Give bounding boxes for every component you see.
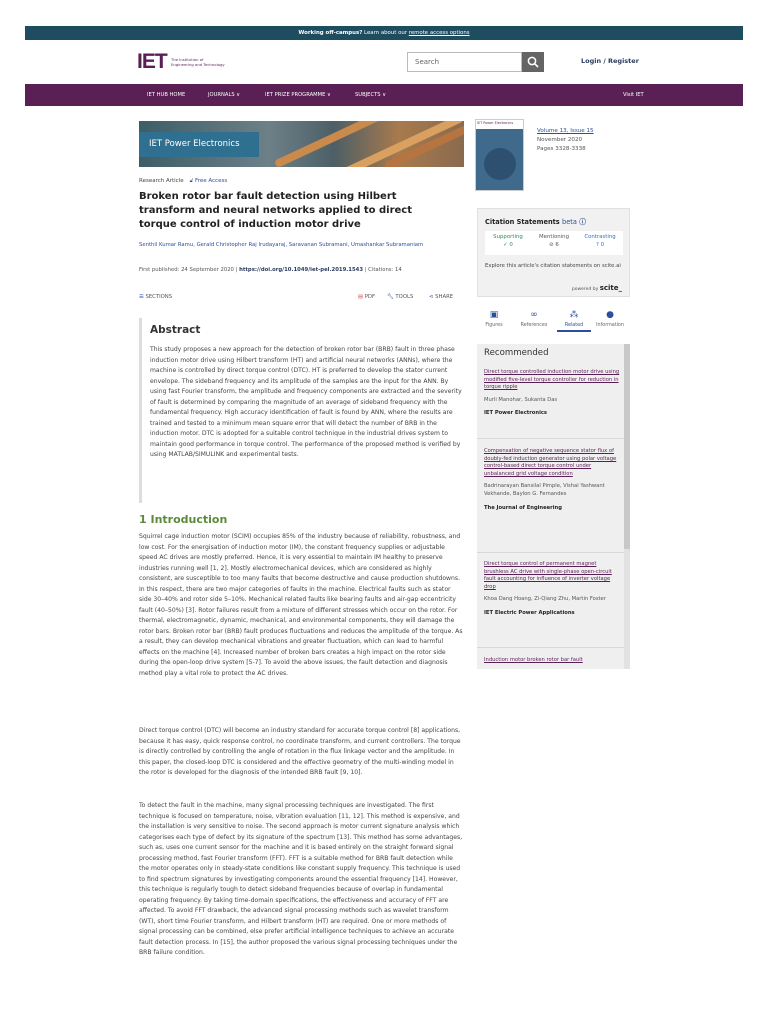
pdf-icon: ▤: [358, 294, 365, 300]
contrasting-count[interactable]: [577, 231, 623, 255]
recommended-item: [484, 657, 620, 665]
cover-title: IET Power Electronics: [476, 120, 524, 129]
nav-item-prize-programme[interactable]: IET PRIZE PROGRAMME ∨: [265, 92, 331, 98]
tab-figures[interactable]: [477, 310, 511, 328]
issue-date: November 2020: [537, 136, 583, 143]
info-icon[interactable]: ⓘ: [579, 218, 586, 226]
citation-statements-title: [485, 216, 622, 226]
journal-banner[interactable]: [139, 121, 464, 167]
abstract-heading: Abstract: [150, 324, 201, 336]
sidebar-tabs: [477, 310, 630, 340]
article-title: Broken rotor bar fault detection using Hilbert transform and neural networks applied to direct torque control of induction motor drive: [139, 191, 412, 230]
scrollbar[interactable]: [624, 344, 630, 669]
free-access-label: Free Access: [194, 178, 228, 184]
recommended-title-link[interactable]: Direct torque control of permanent magnet brushless AC drive with single-phase open-circuit fault accounting for influence of inverter voltage drop: [484, 561, 612, 590]
intro-paragraph-1: Squirrel cage induction motor (SCIM) occupies 85% of the industry because of reliability, robustness, and low cost. For the energisation of induction motor (IM), the constant frequency supplies or adjustable speed AC drives are mostly preferred. Hence, it is very essential to maintain IM healthy to preserve industries running well [1, 2]. Mostly electromechanical devices, which are considered as highly consistent, are susceptible to too many faults that become destructive and cause production shutdowns. In this respect, there are two major categories of faults in the machine. Electrical faults such as stator side 30–40% and rotor side 5–10%. Mechanical related faults like bearing faults and air-gap eccentricity fault (40–50%) [3]. Rotor failures result from a mixture of different stresses which occur on the rotor. For thermal, electromagnetic, dynamic, mechanical, and environmental components, they will damage the rotor bars. Broken rotor bar (BRB) fault produces fluctuations and reduces the amplitude of the torque. As a result, they can develop mechanical vibrations and greater fluctuation, which can lead to harmful effects on the machine [4]. Increased number of broken bars creates a high impact on the rotor side during the open-loop drive system [5-7]. To avoid the above issues, the fault detection and diagnosis method play a vital role to protect the AC drives.: [139, 533, 463, 677]
volume-issue-link[interactable]: Volume 13, Issue 15: [537, 128, 594, 134]
journal-cover-image[interactable]: [475, 119, 524, 191]
check-icon: ✓: [503, 242, 510, 248]
search-icon: [527, 56, 539, 68]
banner-strong: Working off-campus?: [298, 30, 363, 36]
main-nav: [25, 84, 743, 106]
recommended-journal: IET Electric Power Applications: [484, 609, 575, 616]
tools-label: TOOLS: [395, 294, 414, 300]
logo-line-1: The Institution of: [171, 57, 204, 62]
recommended-title-link[interactable]: Compensation of negative sequence stator flux of doubly-fed induction generator using polar voltage control-based direct torque control under unbalanced grid voltage condition: [484, 448, 617, 477]
introduction-heading: 1 Introduction: [139, 513, 228, 526]
image-icon: ▣: [489, 310, 499, 320]
free-access-badge: [190, 178, 228, 184]
wrench-icon: 🔧︎: [387, 294, 396, 300]
intro-paragraph-2: Direct torque control (DTC) will become an industry standard for accurate torque control [8] applications, because it has easy, quick response control, no coordinate transform, and current controllers. The torque is directly controlled by controlling the angle of rotation in the flux linkage vector and the amplitude. In this paper, the closed-loop DTC is considered and the effective geometry of the multi-winding model in the rotor is developed for the diagnosis of the intended BRB fault [9, 10].: [139, 727, 461, 776]
article-type: [139, 178, 227, 185]
logo-line-2: Engineering and Technology: [171, 62, 225, 67]
pdf-label: PDF: [364, 294, 376, 300]
sections-label: SECTIONS: [145, 294, 173, 300]
banner-text: Learn about our: [362, 30, 409, 36]
share-button[interactable]: [429, 294, 453, 300]
nav-item-hub-home[interactable]: IET HUB HOME: [147, 92, 186, 98]
remote-access-link[interactable]: remote access options: [408, 30, 470, 36]
supporting-value: 0: [509, 242, 513, 248]
pdf-button[interactable]: [358, 294, 375, 300]
contrasting-label: Contrasting: [584, 234, 616, 240]
divider: [477, 647, 624, 648]
recommended-authors: Murli Manohar, Sukanta Das: [484, 396, 558, 403]
recommended-authors: Badrinarayan Bansilal Pimple, Vishal Yashwant Vekhande, Baylon G. Fernandes: [484, 483, 605, 497]
search-input[interactable]: Search: [407, 52, 522, 72]
supporting-count[interactable]: [485, 231, 531, 255]
recommended-journal: IET Power Electronics: [484, 410, 548, 417]
login-register-link[interactable]: Login / Register: [581, 57, 639, 65]
article-toolbar: [139, 294, 464, 306]
mentioning-value: 6: [555, 242, 559, 248]
iet-logo[interactable]: [137, 52, 257, 72]
divider: [477, 438, 624, 439]
scite-note[interactable]: Explore this article's citation statements on scite.ai: [485, 263, 621, 269]
scite-powered-by[interactable]: [572, 284, 622, 292]
tab-related[interactable]: [557, 310, 591, 332]
tools-button[interactable]: [387, 294, 413, 300]
banner-cable: [274, 121, 404, 167]
tab-related-label: Related: [564, 323, 584, 328]
tab-figures-label: Figures: [485, 323, 503, 328]
issue-info: [537, 127, 594, 153]
tab-information-label: Information: [596, 323, 624, 328]
first-published-date: 24 September 2020: [181, 267, 234, 273]
first-published-label: First published:: [139, 267, 182, 273]
unlock-icon: 🔓︎: [189, 178, 195, 184]
site-header: [25, 40, 743, 82]
scrollbar-thumb[interactable]: [624, 344, 630, 549]
search-button[interactable]: [522, 52, 544, 72]
divider: [477, 552, 624, 553]
visit-iet-link[interactable]: Visit IET: [623, 92, 644, 98]
tab-references-label: References: [520, 323, 548, 328]
supporting-label: Supporting: [493, 234, 523, 240]
recommended-item: [484, 561, 620, 618]
citation-count: Citations: 14: [368, 267, 402, 273]
publication-info: First published: 24 September 2020 | https://doi.org/10.1049/iet-pel.2019.1543 | Citations: 14: [139, 267, 402, 273]
nav-item-journals[interactable]: JOURNALS ∨: [208, 92, 241, 98]
beta-label: beta: [562, 218, 577, 226]
recommended-authors: Khoa Dang Hoang, Zi-Qiang Zhu, Martin Foster: [484, 596, 606, 603]
abstract-section: [139, 318, 462, 503]
logo-mark: IET: [137, 50, 167, 73]
citation-title-text: Citation Statements: [485, 218, 560, 226]
recommended-title-link[interactable]: Direct torque controlled induction motor drive using modified five-level torque controller for reduction in torque ripple: [484, 369, 620, 391]
info-circle-icon: ●: [606, 310, 614, 320]
recommended-heading: Recommended: [484, 348, 549, 358]
link-icon: ∞: [530, 310, 538, 320]
network-icon: ⁂: [569, 310, 579, 320]
article-type-label: Research Article: [139, 178, 184, 184]
recommended-panel: [477, 344, 630, 669]
question-icon: ?: [595, 242, 601, 248]
contrasting-value: 0: [600, 242, 604, 248]
powered-by-label: powered by: [571, 287, 600, 292]
recommended-journal: The Journal of Engineering: [484, 504, 562, 511]
doi-link[interactable]: https://doi.org/10.1049/iet-pel.2019.1543: [239, 267, 364, 273]
list-icon: ☰: [139, 294, 146, 300]
share-label: SHARE: [435, 294, 454, 300]
cover-graphic: [484, 148, 516, 180]
abstract-text: This study proposes a new approach for the detection of broken rotor bar (BRB) fault in three phase induction motor drive using Hilbert transform (HT) and artificial neural networks (ANNs), where the machine is controlled by direct torque control (DTC). HT is preferred to develop the stator current envelope. The sideband frequency and its amplitude of the samples are the input for the ANN. By using fast Fourier transform, the amplitude and frequency components are extracted and the severity of fault is determined by comparing the magnitude of an average of sideband frequency with the fundamental frequency. High accuracy identification of fault is found by ANN, where the results are trained and tested to a minimum mean square error that will detect the number of BRB in the induction motor. DTC is adopted for a suitable control technique in the industrial drives system to maintain good performance in torque control. The performance of the proposed method is verified by using MATLAB/SIMULINK and experimental tests.: [150, 346, 462, 458]
tab-information[interactable]: [593, 310, 627, 328]
intro-paragraph-3: To detect the fault in the machine, many signal processing techniques are investigated. The first technique is focused on temperature, noise, vibration evaluation [11, 12]. This method is expensive, and the installation is very sensitive to noise. The second approach is motor current signature analysis which categorises each type of defect by its signature of the spectrum [13]. This method has some advantages, such as, uses one current sensor for the machine and it is based entirely on the straight forward signal processing method, fast Fourier transform (FFT). FFT is a suitable method for BRB fault detection while the motor operates only in steady-state conditions like constant supply frequency. This technique is used to find spectrum signatures by investigating components around the essential frequency [14]. However, this technique is regularly tough to detect sideband frequencies because of overlap in fundamental operating frequency. By taking time-domain specifications, the effectiveness and accuracy of FFT are affected. To avoid FFT drawback, the advanced signal processing methods such as wavelet transform (WT), short time Fourier transform, and Hilbert transform (HT) are required. One or more methods of signal processing can be combined, else prefer artificial intelligence techniques to achieve an accurate fault detection process. In [15], the author proposed the various signal processing techniques under the BRB failure condition.: [139, 802, 463, 956]
mention-icon: ⊘: [549, 242, 556, 248]
citation-statements-widget: [477, 208, 630, 297]
nav-item-subjects[interactable]: SUBJECTS ∨: [355, 92, 386, 98]
sections-menu[interactable]: [139, 294, 172, 300]
logo-text: [171, 57, 225, 67]
scite-brand: scite_: [599, 284, 622, 292]
mentioning-count[interactable]: [531, 231, 577, 255]
recommended-title-link[interactable]: Induction motor broken rotor bar fault: [484, 657, 583, 663]
recommended-item: [484, 369, 620, 418]
recommended-item: [484, 448, 620, 512]
citation-counts: [485, 231, 623, 255]
mentioning-label: Mentioning: [538, 234, 570, 240]
journal-banner-title: IET Power Electronics: [139, 132, 259, 157]
issue-pages: Pages 3328-3338: [537, 145, 586, 152]
tab-references[interactable]: [517, 310, 551, 328]
remote-access-banner: [25, 26, 743, 40]
author-list[interactable]: Senthil Kumar Ramu, Gerald Christopher Raj Irudayaraj, Saravanan Subramani, Umashankar Subramaniam: [139, 242, 424, 248]
share-icon: ⋖: [429, 294, 436, 300]
